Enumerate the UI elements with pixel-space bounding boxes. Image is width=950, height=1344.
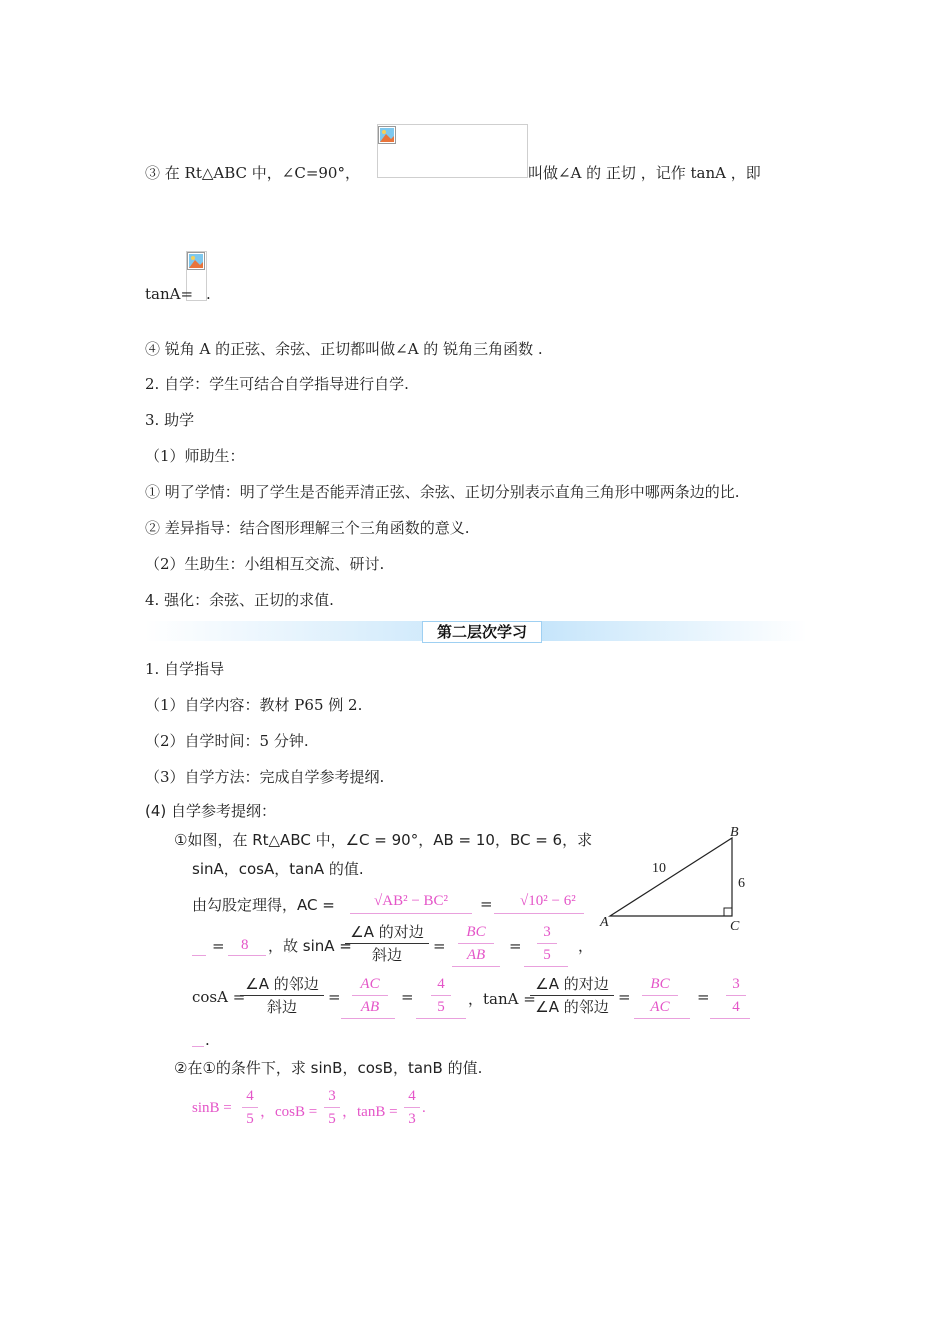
fraction-numerator: ∠A 的对边	[350, 923, 424, 941]
p3-1-text: （1）师助生：	[145, 447, 245, 465]
label-C: C	[730, 919, 740, 934]
equals-sign: =	[328, 988, 341, 1006]
p4-text: 4. 强化：余弦、正切的求值.	[145, 591, 334, 609]
answer-8: 8	[241, 937, 249, 953]
fraction-4-5	[431, 974, 451, 1017]
equals-sign: =	[618, 988, 631, 1006]
fraction-denominator: 5	[246, 1111, 254, 1127]
answer-underline	[710, 1018, 750, 1019]
fraction-sinB	[242, 1086, 258, 1129]
fraction-adj-hyp	[240, 974, 324, 1017]
equals-sign: =	[480, 895, 493, 913]
equals-sign: =	[433, 937, 446, 955]
broken-image-icon	[187, 252, 205, 270]
p3-1a-text: ① 明了学情：明了学生是否能弄清正弦、余弦、正切分别表示直角三角形中哪两条边的比.	[145, 483, 740, 501]
gu-sin-text: ，故 sinA =	[268, 937, 352, 955]
fraction-opp-adj	[530, 974, 614, 1017]
fraction-3-5	[537, 922, 557, 965]
s1-1-text: （1）自学内容：教材 P65 例 2.	[145, 696, 363, 714]
fraction-denominator: 5	[437, 999, 445, 1015]
tan-end: .	[206, 285, 211, 303]
fraction-AC-AB	[352, 974, 388, 1017]
fraction-numerator: 4	[408, 1088, 416, 1104]
p2-text: 2. 自学：学生可结合自学指导进行自学.	[145, 375, 409, 393]
s1-3-text: （3）自学方法：完成自学参考提纲.	[145, 768, 385, 786]
answer-underline	[350, 913, 472, 914]
fraction-BC-AB	[458, 922, 494, 965]
fraction-numerator: ∠A 的对边	[535, 975, 609, 993]
tanA-label: ，tanA =	[468, 990, 536, 1008]
answer-underline	[192, 955, 206, 956]
answer-underline	[416, 1018, 466, 1019]
fraction-numerator: BC	[466, 924, 486, 940]
triangle-diagram	[596, 822, 756, 934]
right-angle-mark	[724, 908, 732, 916]
answer-underline	[192, 1046, 204, 1047]
equals-sign: =	[697, 988, 710, 1006]
s1-4-text: (4) 自学参考提纲：	[145, 802, 277, 820]
equals-sign: =	[212, 937, 225, 955]
fraction-3-4	[726, 974, 746, 1017]
q1-line3: 由勾股定理得，AC =	[192, 896, 335, 914]
item4-text: ④ 锐角 A 的正弦、余弦、正切都叫做∠A 的 锐角三角函数 .	[145, 340, 543, 358]
fraction-denominator: ∠A 的邻边	[535, 998, 609, 1016]
label-side-BC: 6	[738, 876, 745, 891]
fraction-numerator: BC	[650, 976, 670, 992]
fraction-denominator: 斜边	[371, 946, 402, 964]
p3-heading: 3. 助学	[145, 411, 195, 429]
s1-2-text: （2）自学时间：5 分钟.	[145, 732, 309, 750]
fraction-opp-hyp	[345, 922, 429, 965]
fraction-denominator: 4	[732, 999, 740, 1015]
equals-sign: =	[509, 937, 522, 955]
label-hypotenuse: 10	[652, 861, 666, 876]
broken-image-icon	[378, 126, 396, 144]
p3-1b-text: ② 差异指导：结合图形理解三个三角函数的意义.	[145, 519, 470, 537]
fraction-numerator: 3	[732, 976, 740, 992]
fraction-BC-AC	[642, 974, 678, 1017]
fraction-numerator: 4	[246, 1088, 254, 1104]
s1-heading: 1. 自学指导	[145, 660, 225, 678]
period: .	[205, 1031, 210, 1049]
fraction-numerator: ∠A 的邻边	[245, 975, 319, 993]
fraction-tanB	[404, 1086, 420, 1129]
fraction-numerator: 4	[437, 976, 445, 992]
equals-sign: =	[401, 988, 414, 1006]
fraction-numerator: 3	[328, 1088, 336, 1104]
period: .	[422, 1100, 426, 1116]
fraction-denominator: 斜边	[266, 998, 297, 1016]
answer-sqrt-1: √AB² − BC²	[374, 893, 449, 909]
fraction-denominator: AC	[650, 999, 670, 1015]
triangle-shape	[610, 838, 732, 916]
fraction-denominator: 5	[328, 1111, 336, 1127]
section-title: 第二层次学习	[422, 621, 542, 643]
q2-cosB-label: ，cosB =	[260, 1104, 318, 1120]
comma: ，	[578, 937, 594, 955]
fraction-denominator: AB	[360, 999, 380, 1015]
q1-line2: sinA，cosA，tanA 的值.	[192, 860, 364, 878]
q1-line1: ①如图，在 Rt△ABC 中，∠C = 90°，AB = 10，BC = 6，求	[174, 831, 593, 849]
tan-label: tanA=	[145, 285, 194, 303]
item3-suffix: 叫做∠A 的 正切 ，记作 tanA ，即	[528, 164, 761, 182]
q2-sinB-label: sinB =	[192, 1100, 232, 1116]
answer-sqrt-2: √10² − 6²	[520, 893, 576, 909]
label-A: A	[600, 915, 609, 930]
item3-prefix: ③ 在 Rt△ABC 中，∠C=90°，	[145, 164, 360, 182]
fraction-denominator: 5	[543, 947, 551, 963]
missing-image-placeholder	[377, 124, 528, 178]
answer-underline	[634, 1018, 690, 1019]
answer-underline	[341, 1018, 395, 1019]
p3-2-text: （2）生助生：小组相互交流、研讨.	[145, 555, 385, 573]
cosA-label: cosA =	[192, 988, 246, 1006]
answer-underline	[452, 966, 500, 967]
q2-text: ②在①的条件下，求 sinB，cosB，tanB 的值.	[174, 1059, 483, 1077]
fraction-cosB	[324, 1086, 340, 1129]
answer-underline	[524, 966, 568, 967]
answer-underline	[494, 913, 584, 914]
q2-tanB-label: ，tanB =	[342, 1104, 398, 1120]
label-B: B	[730, 825, 739, 840]
fraction-numerator: AC	[360, 976, 380, 992]
fraction-numerator: 3	[543, 924, 551, 940]
fraction-denominator: AB	[466, 947, 486, 963]
fraction-denominator: 3	[408, 1111, 416, 1127]
answer-underline	[228, 955, 266, 956]
